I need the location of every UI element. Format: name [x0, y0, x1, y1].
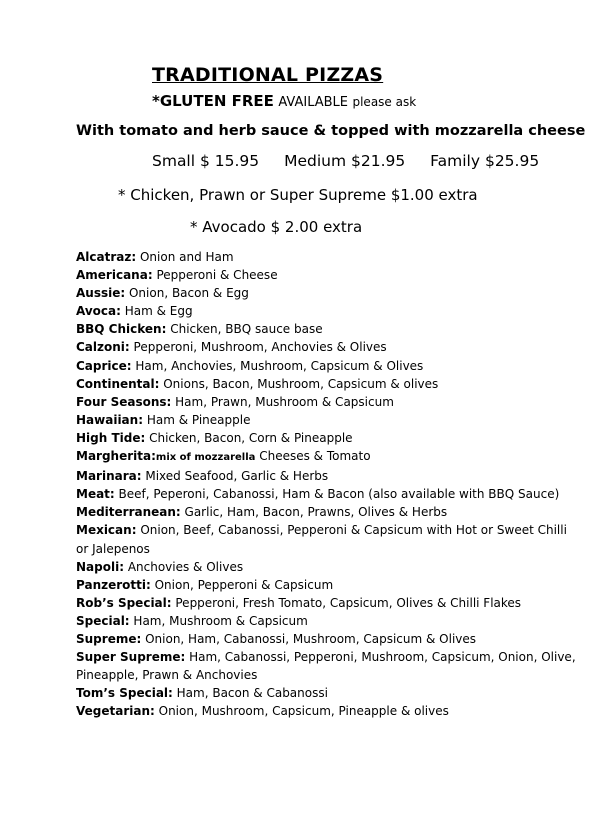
pizza-name: Americana:: [76, 268, 153, 283]
pizza-toppings: Ham, Prawn, Mushroom & Capsicum: [171, 394, 394, 409]
pizza-toppings: Onion, Beef, Cabanossi, Pepperoni & Capsicum with Hot or Sweet Chilli or Jalepenos: [76, 523, 567, 556]
extra-chicken-prawn: * Chicken, Prawn or Super Supreme $1.00 extra: [118, 186, 478, 204]
pizza-name: BBQ Chicken:: [76, 322, 167, 337]
pizza-toppings: Onion, Bacon & Egg: [125, 286, 249, 301]
pizza-name: Continental:: [76, 376, 160, 391]
pizza-name: Hawaiian:: [76, 412, 143, 427]
pizza-item-mediterranean: [76, 503, 576, 521]
pizza-name: Margherita:: [76, 449, 156, 464]
pizza-toppings: Onion and Ham: [136, 250, 234, 264]
pizza-item-aussie: [76, 284, 576, 302]
pizza-name: Marinara:: [76, 469, 142, 484]
pizza-toppings: Pepperoni, Mushroom, Anchovies & Olives: [129, 340, 387, 355]
pizza-toppings: Garlic, Ham, Bacon, Prawns, Olives & Herbs: [180, 505, 448, 520]
pizza-name: Super Supreme:: [76, 650, 186, 665]
pizza-item-high-tide: [76, 429, 576, 447]
price-medium: Medium $21.95: [284, 152, 406, 170]
pizza-name: Mexican:: [76, 523, 137, 538]
pizza-toppings: Ham, Cabanossi, Pepperoni, Mushroom, Capsicum, Onion, Olive, Pineapple, Prawn & Anchovies: [76, 650, 576, 683]
pizza-item-toms-special: [76, 684, 576, 702]
pizza-toppings: Pepperoni & Cheese: [152, 268, 278, 283]
gluten-free-available: AVAILABLE: [278, 95, 349, 110]
pizza-toppings: Onion, Pepperoni & Capsicum: [150, 577, 334, 592]
pizza-toppings: Onion, Mushroom, Capsicum, Pineapple & olives: [154, 704, 449, 719]
pizza-name: Caprice:: [76, 358, 132, 373]
pizza-item-alcatraz: [76, 248, 576, 266]
pizza-item-supreme: [76, 630, 576, 648]
pizza-toppings: Anchovies & Olives: [124, 559, 244, 574]
gluten-free-note: [152, 92, 416, 110]
pizza-item-special: [76, 612, 576, 630]
pizza-name: Avoca:: [76, 304, 121, 319]
pizza-toppings: Ham, Mushroom & Capsicum: [129, 613, 308, 628]
price-small: Small $ 15.95: [152, 152, 260, 170]
pizza-item-continental: [76, 375, 576, 393]
page-title: TRADITIONAL PIZZAS: [152, 64, 384, 86]
pizza-item-robs-special: [76, 594, 576, 612]
pizza-toppings: Ham & Pineapple: [143, 412, 251, 427]
pizza-toppings: Ham & Egg: [120, 304, 193, 319]
pizza-toppings: Pepperoni, Fresh Tomato, Capsicum, Olives & Chilli Flakes: [171, 595, 522, 610]
pizza-toppings: Onion, Ham, Cabanossi, Mushroom, Capsicum & Olives: [141, 631, 477, 646]
pizza-item-mexican: [76, 521, 576, 557]
pizza-name: Mediterranean:: [76, 505, 181, 520]
price-family: Family $25.95: [430, 152, 540, 170]
price-line: [152, 152, 539, 170]
pizza-name: Supreme:: [76, 631, 142, 646]
pizza-item-calzoni: [76, 338, 576, 356]
pizza-name: High Tide:: [76, 430, 146, 445]
pizza-item-napoli: [76, 558, 576, 576]
pizza-item-americana: [76, 266, 576, 284]
pizza-name: Meat:: [76, 487, 115, 502]
pizza-name: Tom’s Special:: [76, 686, 173, 701]
pizza-item-marinara: [76, 467, 576, 485]
pizza-name: Panzerotti:: [76, 577, 151, 592]
pizza-name: Calzoni:: [76, 340, 130, 355]
pizza-toppings: Chicken, Bacon, Corn & Pineapple: [145, 430, 353, 445]
pizza-item-meat: [76, 485, 576, 503]
pizza-item-vegetarian: [76, 702, 576, 720]
pizza-toppings: Beef, Peperoni, Cabanossi, Ham & Bacon (also available with BBQ Sauce): [114, 487, 560, 502]
pizza-name: Napoli:: [76, 559, 124, 574]
pizza-item-caprice: [76, 357, 576, 375]
gluten-free-ask: please ask: [352, 95, 417, 109]
pizza-name: Aussie:: [76, 286, 126, 301]
pizza-item-avoca: [76, 302, 576, 320]
pizza-note: mix of mozzarella: [155, 452, 256, 464]
pizza-item-hawaiian: [76, 411, 576, 429]
pizza-item-bbq-chicken: [76, 320, 576, 338]
pizza-toppings: Ham, Bacon & Cabanossi: [172, 686, 328, 701]
pizza-item-super-supreme: [76, 648, 576, 684]
pizza-list: [76, 248, 576, 720]
pizza-name: Four Seasons:: [76, 394, 172, 409]
pizza-toppings: Ham, Anchovies, Mushroom, Capsicum & Olives: [131, 358, 424, 373]
pizza-toppings: Mixed Seafood, Garlic & Herbs: [141, 469, 329, 484]
pizza-toppings: Cheeses & Tomato: [255, 449, 371, 464]
extra-avocado: * Avocado $ 2.00 extra: [190, 218, 363, 236]
pizza-toppings: Chicken, BBQ sauce base: [166, 322, 323, 337]
gluten-free-label: *GLUTEN FREE: [152, 92, 274, 110]
pizza-toppings: Onions, Bacon, Mushroom, Capsicum & olives: [159, 376, 439, 391]
pizza-item-panzerotti: [76, 576, 576, 594]
pizza-name: Special:: [76, 613, 130, 628]
pizza-name: Vegetarian:: [76, 704, 155, 719]
sauce-description: With tomato and herb sauce & topped with mozzarella cheese: [76, 123, 586, 139]
pizza-name: Alcatraz:: [76, 250, 137, 264]
pizza-name: Rob’s Special:: [76, 595, 172, 610]
pizza-item-four-seasons: [76, 393, 576, 411]
pizza-item-margherita: [76, 447, 576, 467]
